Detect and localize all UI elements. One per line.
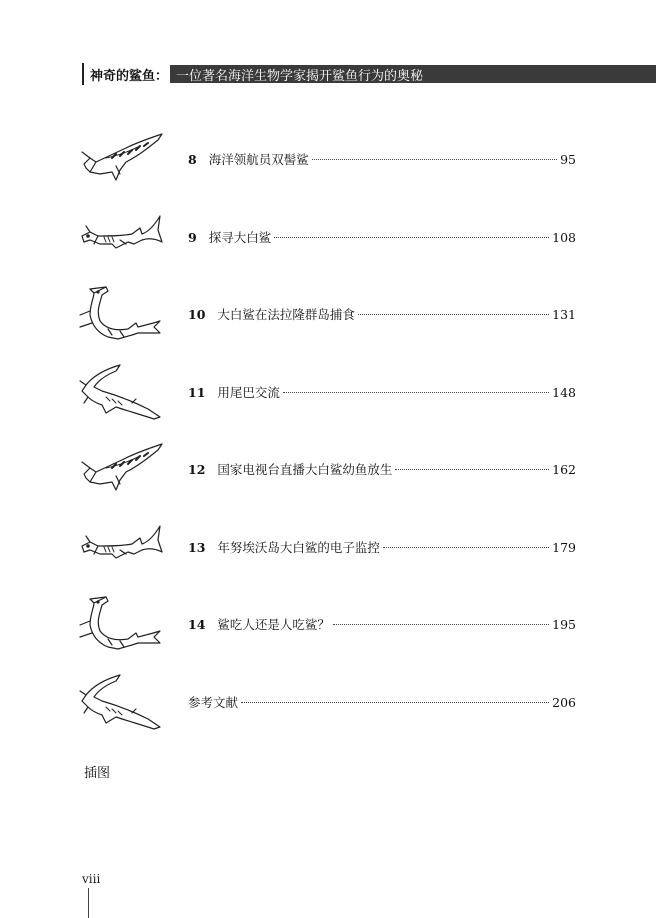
page-number: 162: [552, 462, 576, 477]
page-number: 148: [552, 385, 576, 400]
dot-leader: [358, 314, 549, 315]
chapter-number: 10: [188, 307, 206, 322]
dot-leader: [383, 547, 549, 548]
chapter-title: 用尾巴交流: [217, 385, 280, 400]
toc-entry[interactable]: [76, 361, 576, 421]
toc-entry[interactable]: [76, 283, 576, 343]
chapter-title: 海洋领航员双髻鲨: [208, 152, 309, 167]
page-number: 108: [552, 230, 576, 245]
dot-leader: [333, 624, 549, 625]
toc-entry[interactable]: [76, 516, 576, 576]
dot-leader: [283, 392, 549, 393]
page-number: 179: [552, 540, 576, 555]
chapter-title: 国家电视台直播大白鲨幼鱼放生: [217, 462, 393, 477]
page-number: 195: [552, 617, 576, 632]
chapter-number: 12: [188, 462, 206, 477]
page-number: 206: [552, 695, 576, 710]
dot-leader: [274, 237, 549, 238]
chapter-title: 年努埃沃岛大白鲨的电子监控: [217, 540, 380, 555]
hammerhead-diving-icon: [76, 361, 166, 421]
page-folio: viii: [82, 872, 101, 886]
toc-entry[interactable]: [76, 128, 576, 188]
toc-entry-references[interactable]: [76, 671, 576, 731]
subtitle-bar: [170, 65, 656, 83]
chapter-number: 9: [188, 230, 197, 245]
book-title: 神奇的鲨鱼：: [90, 68, 169, 84]
toc-entry[interactable]: [76, 438, 576, 498]
chapter-title: 探寻大白鲨: [208, 230, 272, 245]
chapter-number: 13: [188, 540, 206, 555]
header-rule: [82, 63, 84, 85]
hammerhead-curved-icon: [76, 283, 166, 343]
hammerhead-curved-icon: [76, 593, 166, 653]
page-number: 131: [552, 307, 576, 322]
chapter-number: 14: [188, 617, 206, 632]
hammerhead-diving-icon: [76, 671, 166, 731]
hammerhead-side-view-icon: [76, 516, 166, 576]
chapter-number: 8: [188, 152, 197, 167]
hammerhead-side-view-icon: [76, 206, 166, 266]
chapter-number: 11: [188, 385, 206, 400]
running-header: [82, 64, 656, 84]
dot-leader: [395, 469, 549, 470]
references-title: 参考文献: [188, 695, 239, 710]
figures-heading: 插图: [84, 766, 111, 781]
hammerhead-top-view-icon: [76, 128, 166, 188]
chapter-title: 大白鲨在法拉隆群岛捕食: [217, 307, 355, 322]
page-number: 95: [560, 152, 576, 167]
folio-rule: [88, 888, 89, 918]
toc-entry[interactable]: [76, 206, 576, 266]
dot-leader: [241, 702, 549, 703]
book-subtitle: 一位著名海洋生物学家揭开鲨鱼行为的奥秘: [176, 68, 424, 84]
hammerhead-top-view-icon: [76, 438, 166, 498]
chapter-title: 鲨吃人还是人吃鲨？: [217, 617, 330, 632]
dot-leader: [312, 159, 557, 160]
toc-entry[interactable]: [76, 593, 576, 653]
